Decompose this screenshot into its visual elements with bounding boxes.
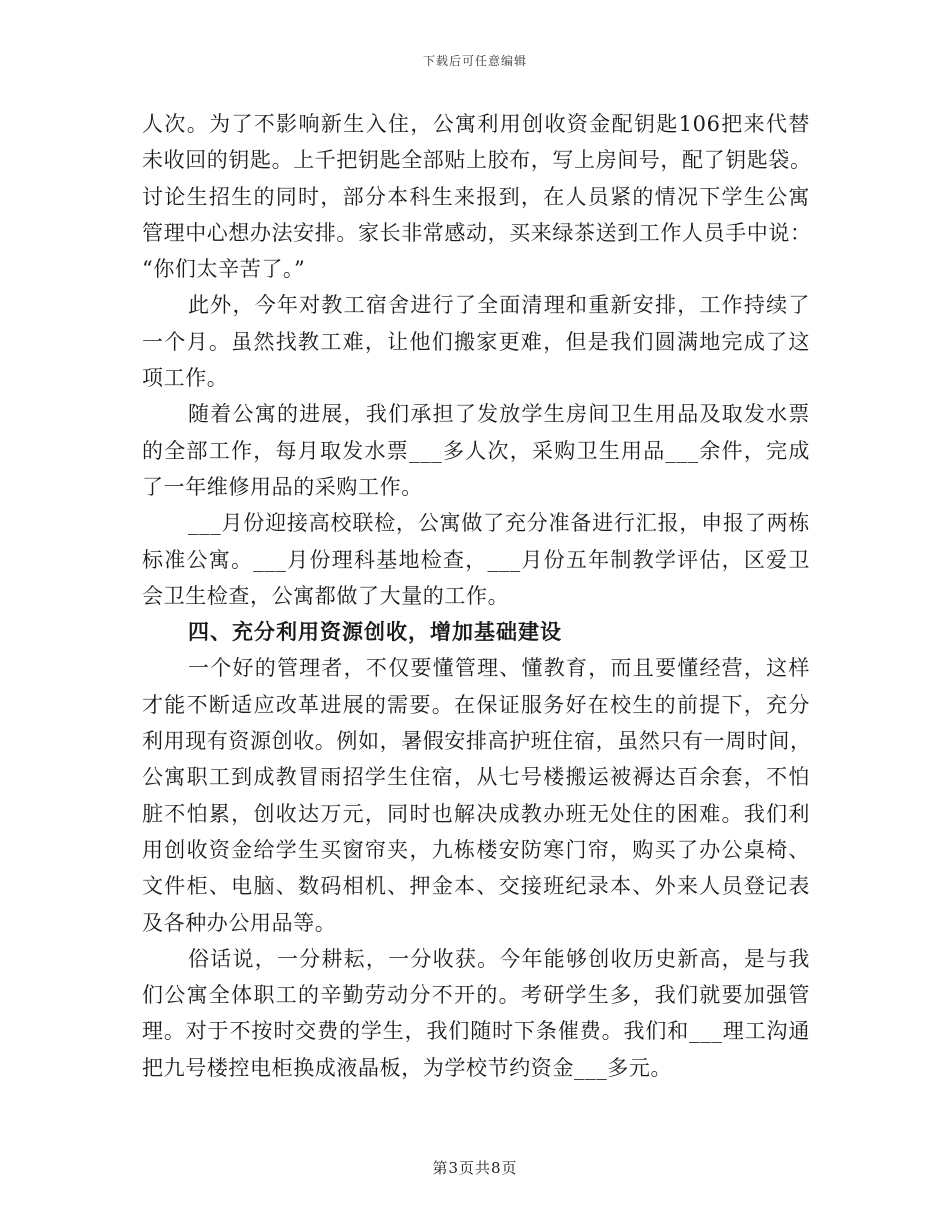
text-line: 及各种办公用品等。 bbox=[142, 910, 337, 935]
text-line: 文件柜、电脑、数码相机、押金本、交接班纪录本、外来人员登记表 bbox=[142, 874, 810, 899]
text-line: 了一年维修用品的采购工作。 bbox=[142, 474, 423, 499]
text-line: 项工作。 bbox=[142, 366, 229, 391]
text-line: 们公寓全体职工的辛勤劳动分不开的。考研学生多，我们就要加强管 bbox=[142, 983, 810, 1008]
paragraph-start-line: 一个好的管理者，不仅要懂管理、懂教育，而且要懂经营，这样 bbox=[188, 656, 810, 681]
text-line: 利用现有资源创收。例如，暑假安排高护班住宿，虽然只有一周时间， bbox=[142, 729, 812, 754]
text-line: 一个月。虽然找教工难，让他们搬家更难，但是我们圆满地完成了这 bbox=[142, 329, 810, 354]
text-line: 脏不怕累，创收达万元，同时也解决成教办班无处住的困难。我们利 bbox=[142, 801, 810, 826]
text-line: “你们太辛苦了。” bbox=[142, 257, 306, 282]
text-line: 理。对于不按时交费的学生，我们随时下条催费。我们和___理工沟通 bbox=[142, 1019, 810, 1044]
text-line: 未收回的钥匙。上千把钥匙全部贴上胶布，写上房间号，配了钥匙袋。 bbox=[142, 148, 812, 173]
page-number: 第3页共8页 bbox=[432, 1159, 518, 1177]
text-line: 会卫生检查，公寓都做了大量的工作。 bbox=[142, 583, 510, 608]
text-line: 才能不断适应改革进展的需要。在保证服务好在校生的前提下，充分 bbox=[142, 692, 810, 717]
text-line: 公寓职工到成教冒雨招学生住宿，从七号楼搬运被褥达百余套，不怕 bbox=[142, 765, 810, 790]
paragraph-start-line: 俗话说，一分耕耘，一分收获。今年能够创收历史新高，是与我 bbox=[188, 946, 810, 971]
paragraph-start-line: ___月份迎接高校联检，公寓做了充分准备进行汇报，申报了两栋 bbox=[188, 511, 810, 536]
paragraph-start-line: 此外，今年对教工宿舍进行了全面清理和重新安排，工作持续了 bbox=[188, 293, 810, 318]
text-line: 管理中心想办法安排。家长非常感动，买来绿茶送到工作人员手中说： bbox=[142, 220, 812, 245]
page-header: 下载后可任意编辑 bbox=[422, 54, 527, 68]
section-heading: 四、充分利用资源创收，增加基础建设 bbox=[188, 620, 562, 645]
body-text bbox=[142, 106, 810, 1086]
text-line: 人次。为了不影响新生入住，公寓利用创收资金配钥匙106把来代替 bbox=[142, 112, 810, 136]
text-line: 讨论生招生的同时，部分本科生来报到，在人员紧的情况下学生公寓 bbox=[142, 184, 810, 209]
text-line: 的全部工作，每月取发水票___多人次，采购卫生用品___余件，完成 bbox=[142, 438, 810, 463]
paragraph-start-line: 随着公寓的进展，我们承担了发放学生房间卫生用品及取发水票 bbox=[188, 402, 810, 427]
text-line: 用创收资金给学生买窗帘夹，九栋楼安防寒门帘，购买了办公桌椅、 bbox=[142, 837, 810, 862]
text-line: 标准公寓。___月份理科基地检查，___月份五年制教学评估，区爱卫 bbox=[142, 547, 810, 572]
text-line: 把九号楼控电柜换成液晶板，为学校节约资金___多元。 bbox=[142, 1055, 673, 1080]
